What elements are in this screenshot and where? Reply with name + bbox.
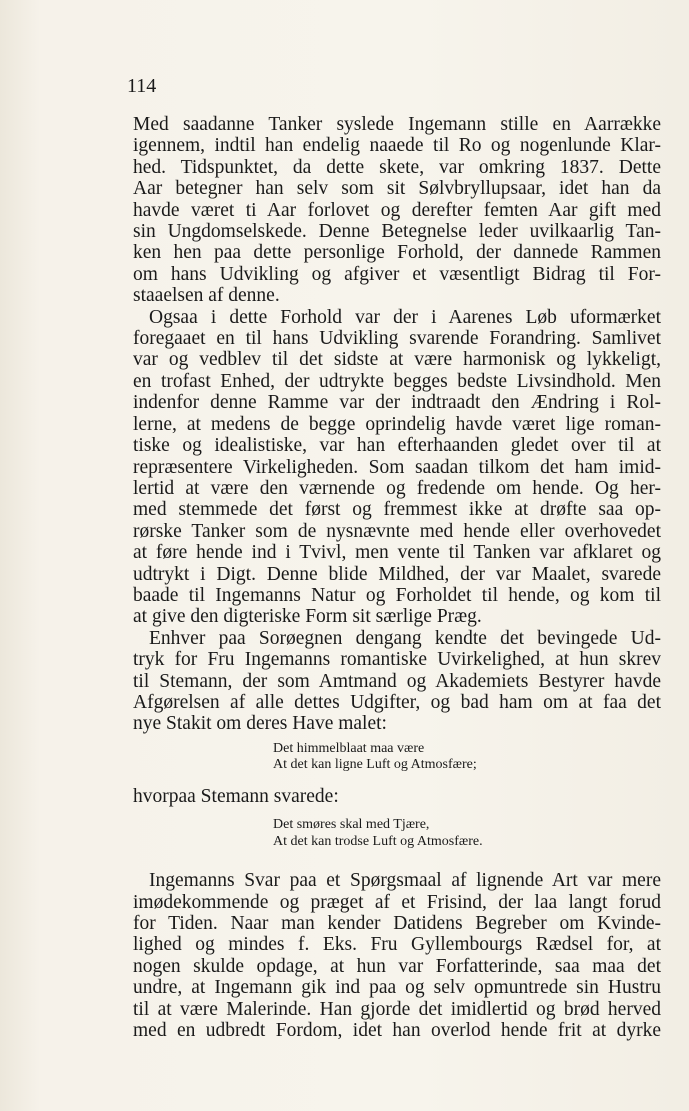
verse-line: At det kan trodse Luft og Atmosfære.	[273, 833, 483, 849]
text-line: Ogsaa i dette Forhold var der i Aarenes Løb uformærket	[149, 306, 661, 328]
text-line: nye Stakit om deres Have malet:	[133, 713, 387, 735]
verse-line: Det smøres skal med Tjære,	[273, 817, 430, 833]
text-line: tiske og idealistiske, var han efterhaanden gledet over til at	[133, 435, 661, 457]
text-line: til Stemann, der som Amtmand og Akademiets Bestyrer havde	[133, 670, 661, 692]
text-line: igennem, indtil han endelig naaede til Ro og nogenlunde Klar-	[133, 135, 661, 157]
text-line: indenfor denne Ramme var der indtraadt den Ændring i Rol-	[133, 392, 661, 414]
text-line: tryk for Fru Ingemanns romantiske Uvirkelighed, at hun skrev	[133, 649, 661, 671]
verse-line: Det himmelblaat maa være	[273, 740, 425, 756]
text-line: at give den digteriske Form sit særlige Præg.	[133, 606, 482, 628]
verse-quote-2	[133, 817, 661, 850]
text-line: Ingemanns Svar paa et Spørgsmaal af lignende Art var mere	[149, 870, 661, 892]
verse-quote-1	[133, 741, 661, 774]
paragraph-4	[133, 870, 661, 1041]
verse-line: At det kan ligne Luft og Atmosfære;	[273, 757, 477, 773]
paragraph-1	[133, 114, 661, 307]
text-line: til at være Malerinde. Han gjorde det imidlertid og brød herved	[133, 998, 661, 1020]
text-line: nogen skulde opdage, at hun var Forfatterinde, saa maa det	[133, 955, 661, 977]
text-line: Enhver paa Sorøegnen dengang kendte det bevingede Ud-	[149, 627, 661, 649]
text-line: havde været ti Aar forlovet og derefter femten Aar gift med	[133, 199, 661, 221]
text-line: imødekommende og præget af et Frisind, der laa langt forud	[133, 891, 661, 913]
body-text	[133, 114, 661, 1041]
text-line: en trofast Enhed, der udtrykte begges bedste Livsindhold. Men	[133, 370, 661, 392]
text-line: udtrykt i Digt. Denne blide Mildhed, der var Maalet, svarede	[133, 563, 661, 585]
text-line: hvorpaa Stemann svarede:	[133, 785, 339, 807]
text-line: undre, at Ingemann gik ind paa og selv opmuntrede sin Hustru	[133, 977, 661, 999]
text-line: med stemmede det først og fremmest ikke at drøfte saa op-	[133, 499, 661, 521]
page-number: 114	[127, 75, 157, 97]
text-line: lerne, at medens de begge oprindelig havde været lige roman-	[133, 413, 661, 435]
text-line: om hans Udvikling og afgiver et væsentligt Bidrag til For-	[133, 263, 661, 285]
text-line: baade til Ingemanns Natur og Forholdet til hende, og kom til	[133, 584, 661, 606]
text-line: foregaaet en til hans Udvikling svarende Forandring. Samlivet	[133, 328, 661, 350]
text-line: lertid at være den værnende og fredende om hende. Og her-	[133, 477, 661, 499]
text-line: staaelsen af denne.	[133, 285, 280, 307]
text-line: at føre hende ind i Tvivl, men vente til Tanken var afklaret og	[133, 542, 661, 564]
text-line: sin Ungdomselskede. Denne Betegnelse leder uvilkaarlig Tan-	[133, 221, 661, 243]
text-line: Aar betegner han selv som sit Sølvbryllupsaar, idet han da	[133, 178, 661, 200]
paragraph-2	[133, 307, 661, 628]
text-line: ken hen paa dette personlige Forhold, der dannede Rammen	[133, 242, 661, 264]
text-line: var og vedblev til det sidste at være harmonisk og lykkeligt,	[133, 349, 661, 371]
text-line: Med saadanne Tanker syslede Ingemann stille en Aarrække	[133, 114, 661, 135]
text-line: Afgørelsen af alle dettes Udgifter, og bad ham om at faa det	[133, 691, 661, 713]
text-line: hed. Tidspunktet, da dette skete, var omkring 1837. Dette	[133, 156, 661, 178]
text-line: repræsentere Virkeligheden. Som saadan tilkom det ham imid-	[133, 456, 661, 478]
text-line: for Tiden. Naar man kender Datidens Begreber om Kvinde-	[133, 913, 661, 934]
text-line: med en udbredt Fordom, idet han overlod hende frit at dyrke	[133, 1020, 661, 1042]
verse-lead-in	[133, 786, 661, 807]
paragraph-3	[133, 628, 661, 735]
text-line: rørske Tanker som de nysnævnte med hende eller overhovedet	[133, 520, 661, 542]
text-line: lighed og mindes f. Eks. Fru Gyllembourgs Rædsel for, at	[133, 934, 661, 956]
